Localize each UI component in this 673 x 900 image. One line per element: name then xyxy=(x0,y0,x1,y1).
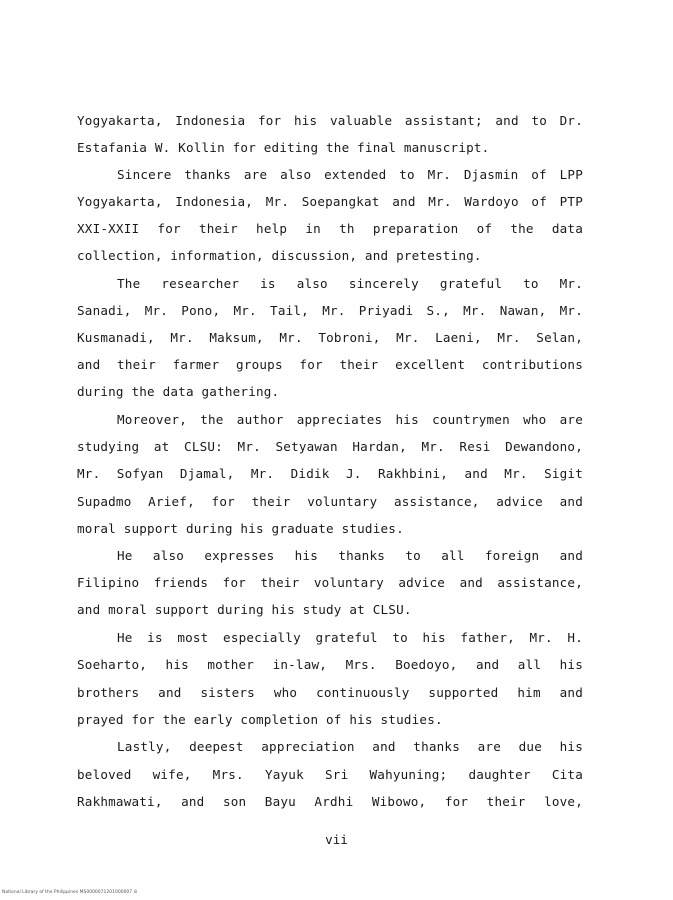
text-line: brothers and sisters who continuously supported him and xyxy=(77,685,583,700)
text-line: He also expresses his thanks to all foreign and xyxy=(117,548,583,563)
text-line: collection, information, discussion, and pretesting. xyxy=(77,248,482,263)
text-line: moral support during his graduate studies. xyxy=(77,521,404,536)
text-line: Kusmanadi, Mr. Maksum, Mr. Tobroni, Mr. Laeni, Mr. Selan, xyxy=(77,330,583,345)
text-line: studying at CLSU: Mr. Setyawan Hardan, Mr. Resi Dewandono, xyxy=(77,439,583,454)
text-line: Mr. Sofyan Djamal, Mr. Didik J. Rakhbini, and Mr. Sigit xyxy=(77,466,583,481)
text-line: prayed for the early completion of his studies. xyxy=(77,712,443,727)
text-line: Sanadi, Mr. Pono, Mr. Tail, Mr. Priyadi S., Mr. Nawan, Mr. xyxy=(77,303,583,318)
page-number: vii xyxy=(325,832,348,847)
text-line: and their farmer groups for their excellent contributions xyxy=(77,357,583,372)
text-line: Filipino friends for their voluntary advice and assistance, xyxy=(77,575,583,590)
scan-footer: National Library of the Philippines MS0000071201000007 iii xyxy=(2,890,138,895)
text-line: Supadmo Arief, for their voluntary assistance, advice and xyxy=(77,494,583,509)
text-line: Lastly, deepest appreciation and thanks are due his xyxy=(117,739,583,754)
text-line: Rakhmawati, and son Bayu Ardhi Wibowo, for their love, xyxy=(77,794,583,809)
text-line: Estafania W. Kollin for editing the final manuscript. xyxy=(77,140,490,155)
text-line: Soeharto, his mother in-law, Mrs. Boedoyo, and all his xyxy=(77,657,583,672)
text-line: Sincere thanks are also extended to Mr. Djasmin of LPP xyxy=(117,167,583,182)
text-line: Moreover, the author appreciates his countrymen who are xyxy=(117,412,583,427)
text-line: Yogyakarta, Indonesia for his valuable assistant; and to Dr. xyxy=(77,113,583,128)
text-line: beloved wife, Mrs. Yayuk Sri Wahyuning; daughter Cita xyxy=(77,767,583,782)
text-line: during the data gathering. xyxy=(77,384,280,399)
text-line: XXI-XXII for their help in th preparation of the data xyxy=(77,221,583,236)
text-line: Yogyakarta, Indonesia, Mr. Soepangkat and Mr. Wardoyo of PTP xyxy=(77,194,583,209)
text-line: He is most especially grateful to his father, Mr. H. xyxy=(117,630,583,645)
text-line: and moral support during his study at CLSU. xyxy=(77,602,412,617)
text-line: The researcher is also sincerely grateful to Mr. xyxy=(117,276,583,291)
